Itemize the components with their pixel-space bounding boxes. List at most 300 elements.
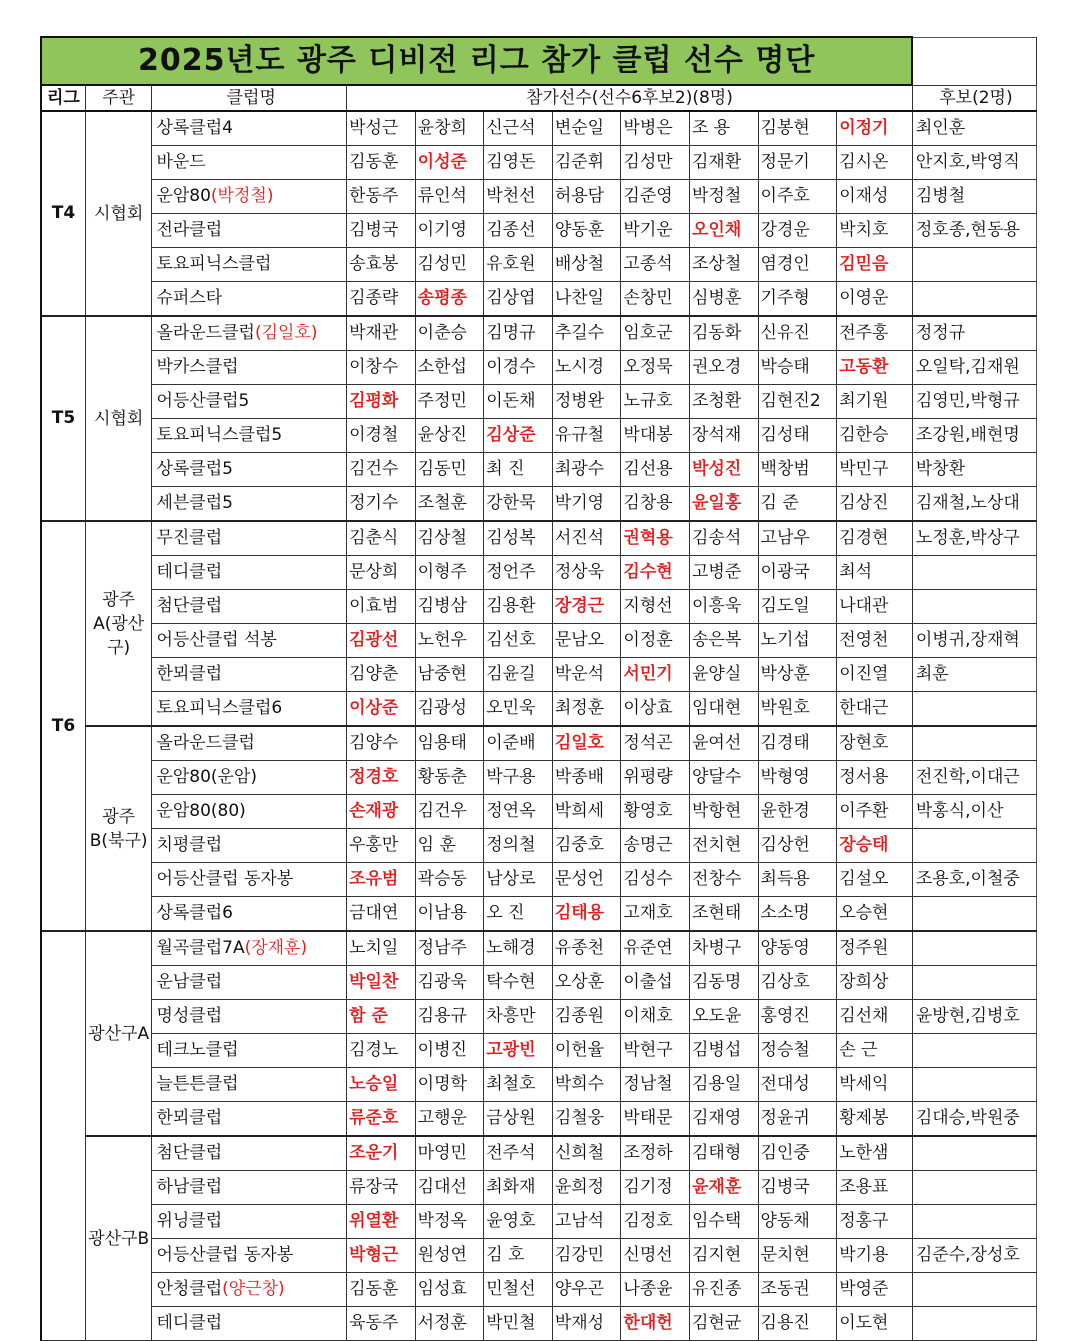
player-cell: 오상훈 (552, 966, 621, 1000)
player-cell: 김종략 (347, 282, 416, 317)
player-cell: 황영호 (621, 795, 690, 829)
player-cell: 박세익 (837, 1068, 913, 1102)
player-cell: 김춘식 (347, 521, 416, 556)
player-cell: 최 진 (484, 453, 553, 487)
player-cell: 조청환 (689, 385, 758, 419)
club-name-cell (152, 1034, 347, 1068)
player-cell: 김창용 (621, 487, 690, 522)
player-cell: 송은복 (689, 624, 758, 658)
player-cell: 노헌우 (415, 624, 484, 658)
player-cell: 김성태 (758, 419, 837, 453)
player-cell: 윤영호 (484, 1205, 553, 1239)
player-cell-highlighted: 김수현 (621, 556, 690, 590)
player-cell: 윤희정 (552, 1171, 621, 1205)
club-name: 어등산클럽 석봉 (156, 630, 277, 650)
player-cell: 조 용 (689, 111, 758, 146)
player-cell: 양동영 (758, 931, 837, 966)
player-cell: 이준배 (484, 726, 553, 761)
club-name-cell (152, 829, 347, 863)
club-name: 전라클럽 (156, 220, 223, 240)
club-name: 첨단클럽 (156, 1143, 223, 1163)
player-cell: 문남오 (552, 624, 621, 658)
player-cell-highlighted: 서민기 (621, 658, 690, 692)
player-cell-highlighted: 장경근 (552, 590, 621, 624)
player-cell: 박정옥 (415, 1205, 484, 1239)
club-row (41, 726, 1037, 761)
player-cell: 김재환 (689, 146, 758, 180)
player-cell: 김경노 (347, 1034, 416, 1068)
player-cell: 김영돈 (484, 146, 553, 180)
club-row (41, 556, 1037, 590)
host-cell: 광산구B (85, 1136, 152, 1341)
player-cell: 정상욱 (552, 556, 621, 590)
player-cell: 김병국 (347, 214, 416, 248)
player-cell: 김성만 (621, 146, 690, 180)
club-name: 테디클럽 (156, 1313, 223, 1333)
club-name-cell (152, 487, 347, 522)
club-name: 운암80(운암) (156, 767, 258, 787)
player-cell: 김상호 (758, 966, 837, 1000)
player-cell: 정의철 (484, 829, 553, 863)
player-cell-highlighted: 김광선 (347, 624, 416, 658)
subs-cell: 최인훈 (912, 111, 1036, 146)
player-cell: 곽승동 (415, 863, 484, 897)
club-name: 하남클럽 (156, 1177, 223, 1197)
player-cell: 박구용 (484, 761, 553, 795)
club-row (41, 1136, 1037, 1171)
player-cell: 박대봉 (621, 419, 690, 453)
player-cell: 류인석 (415, 180, 484, 214)
player-cell: 유호원 (484, 248, 553, 282)
player-cell-highlighted: 고동환 (837, 351, 913, 385)
player-cell: 정언주 (484, 556, 553, 590)
club-name-cell (152, 419, 347, 453)
subs-cell (912, 1068, 1036, 1102)
club-name-cell (152, 966, 347, 1000)
subs-cell (912, 897, 1036, 932)
club-row (41, 1102, 1037, 1137)
player-cell: 양동훈 (552, 214, 621, 248)
player-cell: 김동화 (689, 316, 758, 351)
roster-sheet (40, 36, 1037, 1341)
club-name-cell (152, 863, 347, 897)
player-cell: 차병구 (689, 931, 758, 966)
player-cell: 김건수 (347, 453, 416, 487)
player-cell: 김인중 (758, 1136, 837, 1171)
player-cell: 김한승 (837, 419, 913, 453)
player-cell: 박종배 (552, 761, 621, 795)
player-cell: 윤창희 (415, 111, 484, 146)
player-cell: 이형주 (415, 556, 484, 590)
club-row (41, 248, 1037, 282)
player-cell: 이채호 (621, 1000, 690, 1034)
player-cell: 박민구 (837, 453, 913, 487)
player-cell: 김상헌 (758, 829, 837, 863)
host-cell: 광산구A (85, 931, 152, 1136)
player-cell: 박성근 (347, 111, 416, 146)
player-cell: 손 근 (837, 1034, 913, 1068)
player-cell: 김대선 (415, 1171, 484, 1205)
player-cell: 김용규 (415, 1000, 484, 1034)
player-cell: 임성효 (415, 1273, 484, 1307)
player-cell: 김준영 (621, 180, 690, 214)
club-name-cell (152, 1102, 347, 1137)
player-cell: 박재관 (347, 316, 416, 351)
player-cell: 정주원 (837, 931, 913, 966)
player-cell: 우홍만 (347, 829, 416, 863)
subs-cell: 박창환 (912, 453, 1036, 487)
player-cell: 원성연 (415, 1239, 484, 1273)
player-cell: 박항현 (689, 795, 758, 829)
player-cell: 김강민 (552, 1239, 621, 1273)
club-note: (박정철) (210, 186, 274, 206)
player-cell: 박영준 (837, 1273, 913, 1307)
club-name: 바운드 (156, 152, 206, 172)
player-cell-highlighted: 송평종 (415, 282, 484, 317)
player-cell: 김선호 (484, 624, 553, 658)
player-cell: 김상진 (837, 487, 913, 522)
header-players: 참가선수(선수6후보2)(8명) (347, 85, 913, 111)
subs-cell: 김병철 (912, 180, 1036, 214)
player-cell: 박천선 (484, 180, 553, 214)
player-cell: 김성수 (621, 863, 690, 897)
subs-cell (912, 829, 1036, 863)
subs-cell: 김재철,노상대 (912, 487, 1036, 522)
club-name: 운암80 (156, 186, 211, 206)
player-cell: 정남주 (415, 931, 484, 966)
player-cell: 문치현 (758, 1239, 837, 1273)
player-cell: 전대성 (758, 1068, 837, 1102)
player-cell: 박운석 (552, 658, 621, 692)
club-name-cell (152, 521, 347, 556)
club-name: 어등산클럽 동자봉 (156, 869, 294, 889)
club-row (41, 1239, 1037, 1273)
subs-cell (912, 282, 1036, 317)
club-name: 토요피닉스클럽 (156, 254, 272, 274)
player-cell: 박기용 (837, 1239, 913, 1273)
club-row (41, 863, 1037, 897)
player-cell: 정기수 (347, 487, 416, 522)
player-cell-highlighted: 류준호 (347, 1102, 416, 1137)
subs-cell (912, 931, 1036, 966)
player-cell-highlighted: 이정기 (837, 111, 913, 146)
club-row (41, 521, 1037, 556)
player-cell: 오도윤 (689, 1000, 758, 1034)
player-cell: 조용표 (837, 1171, 913, 1205)
player-cell: 기주형 (758, 282, 837, 317)
player-cell: 백창범 (758, 453, 837, 487)
player-cell: 서정훈 (415, 1307, 484, 1341)
page-title: 2025년도 광주 디비전 리그 참가 클럽 선수 명단 (41, 37, 912, 85)
player-cell: 김경현 (837, 521, 913, 556)
player-cell: 류장국 (347, 1171, 416, 1205)
player-cell: 박민철 (484, 1307, 553, 1341)
club-name: 토요피닉스클럽6 (156, 698, 283, 718)
player-cell: 김상엽 (484, 282, 553, 317)
player-cell: 정승철 (758, 1034, 837, 1068)
player-cell: 고재호 (621, 897, 690, 932)
player-cell: 남중현 (415, 658, 484, 692)
player-cell: 이정훈 (621, 624, 690, 658)
player-cell-highlighted: 함 준 (347, 1000, 416, 1034)
player-cell: 김성민 (415, 248, 484, 282)
subs-cell (912, 1273, 1036, 1307)
club-row (41, 1171, 1037, 1205)
player-cell: 고남우 (758, 521, 837, 556)
club-row (41, 111, 1037, 146)
player-cell: 조정하 (621, 1136, 690, 1171)
player-cell: 김동훈 (347, 1273, 416, 1307)
player-cell: 양달수 (689, 761, 758, 795)
club-row (41, 624, 1037, 658)
player-cell: 최철호 (484, 1068, 553, 1102)
subs-cell (912, 1034, 1036, 1068)
player-cell: 이남용 (415, 897, 484, 932)
player-cell: 황제봉 (837, 1102, 913, 1137)
club-row (41, 453, 1037, 487)
player-cell: 노치일 (347, 931, 416, 966)
player-cell: 신희철 (552, 1136, 621, 1171)
player-cell: 김용일 (689, 1068, 758, 1102)
subs-cell (912, 726, 1036, 761)
subs-cell: 김영민,박형규 (912, 385, 1036, 419)
player-cell: 금상원 (484, 1102, 553, 1137)
player-cell-highlighted: 김평화 (347, 385, 416, 419)
club-name: 테크노클럽 (156, 1040, 239, 1060)
player-cell: 이효범 (347, 590, 416, 624)
player-cell: 고종석 (621, 248, 690, 282)
club-name: 상록클럽4 (156, 118, 233, 138)
player-cell: 정윤귀 (758, 1102, 837, 1137)
subs-cell (912, 556, 1036, 590)
player-cell: 강경운 (758, 214, 837, 248)
player-cell-highlighted: 김상준 (484, 419, 553, 453)
player-cell: 윤상진 (415, 419, 484, 453)
league-cell: T5 (41, 316, 85, 521)
club-name: 한뫼클럽 (156, 664, 223, 684)
subs-cell (912, 966, 1036, 1000)
player-cell: 김윤길 (484, 658, 553, 692)
player-cell: 이명학 (415, 1068, 484, 1102)
player-cell-highlighted: 손재광 (347, 795, 416, 829)
player-cell: 김준휘 (552, 146, 621, 180)
club-name: 운남클럽 (156, 972, 223, 992)
player-cell: 소한섭 (415, 351, 484, 385)
player-cell: 이광국 (758, 556, 837, 590)
player-cell: 김철웅 (552, 1102, 621, 1137)
player-cell-highlighted: 노승일 (347, 1068, 416, 1102)
club-row (41, 897, 1037, 932)
player-cell-highlighted: 장승태 (837, 829, 913, 863)
player-cell: 이출섭 (621, 966, 690, 1000)
player-cell: 박재성 (552, 1307, 621, 1341)
player-cell-highlighted: 한대헌 (621, 1307, 690, 1341)
club-note: (양근창) (222, 1279, 285, 1299)
club-name: 운암80(80) (156, 801, 246, 821)
player-cell: 오정묵 (621, 351, 690, 385)
player-cell: 정병완 (552, 385, 621, 419)
player-cell: 김정호 (621, 1205, 690, 1239)
player-cell: 김현균 (689, 1307, 758, 1341)
club-row (41, 146, 1037, 180)
player-cell: 나종윤 (621, 1273, 690, 1307)
player-cell: 이재성 (837, 180, 913, 214)
player-cell: 고행운 (415, 1102, 484, 1137)
club-name-cell (152, 282, 347, 317)
player-cell: 김시온 (837, 146, 913, 180)
player-cell: 김양수 (347, 726, 416, 761)
player-cell: 위평량 (621, 761, 690, 795)
club-name-cell (152, 316, 347, 351)
club-name-cell (152, 1273, 347, 1307)
player-cell: 김중호 (552, 829, 621, 863)
player-cell: 정홍구 (837, 1205, 913, 1239)
player-cell: 김지현 (689, 1239, 758, 1273)
club-note: (김일호) (254, 323, 318, 343)
league-cell: T4 (41, 111, 85, 316)
player-cell: 임대현 (689, 692, 758, 727)
player-cell: 김광성 (415, 692, 484, 727)
player-cell: 김양춘 (347, 658, 416, 692)
player-cell-highlighted: 박일찬 (347, 966, 416, 1000)
player-cell: 양우곤 (552, 1273, 621, 1307)
player-cell: 김병국 (758, 1171, 837, 1205)
player-cell: 마영민 (415, 1136, 484, 1171)
club-name-cell (152, 795, 347, 829)
club-name-cell (152, 248, 347, 282)
player-cell: 박치호 (837, 214, 913, 248)
player-cell: 추길수 (552, 316, 621, 351)
club-row (41, 1273, 1037, 1307)
player-cell: 최정훈 (552, 692, 621, 727)
club-row (41, 829, 1037, 863)
club-name: 어등산클럽5 (156, 391, 250, 411)
player-cell-highlighted: 윤재훈 (689, 1171, 758, 1205)
club-row (41, 316, 1037, 351)
player-cell: 유준연 (621, 931, 690, 966)
player-cell: 김 호 (484, 1239, 553, 1273)
player-cell-highlighted: 윤일홍 (689, 487, 758, 522)
player-cell: 이경철 (347, 419, 416, 453)
player-cell: 박병은 (621, 111, 690, 146)
player-cell-highlighted: 위열환 (347, 1205, 416, 1239)
player-cell: 임수택 (689, 1205, 758, 1239)
player-cell: 이주환 (837, 795, 913, 829)
club-name: 테디클럽 (156, 562, 223, 582)
title-blank-cell (912, 37, 1036, 85)
player-cell: 고병준 (689, 556, 758, 590)
player-cell: 심병훈 (689, 282, 758, 317)
header-league: 리그 (41, 85, 85, 111)
player-cell: 조현태 (689, 897, 758, 932)
subs-cell: 윤방현,김병호 (912, 1000, 1036, 1034)
club-name-cell (152, 1068, 347, 1102)
player-cell: 권오경 (689, 351, 758, 385)
club-name-cell (152, 1239, 347, 1273)
player-cell: 신명선 (621, 1239, 690, 1273)
subs-cell (912, 1171, 1036, 1205)
player-cell: 최광수 (552, 453, 621, 487)
player-cell: 나대관 (837, 590, 913, 624)
host-cell: 광주A(광산구) (85, 521, 152, 726)
player-cell: 김재영 (689, 1102, 758, 1137)
subs-cell: 김준수,장성호 (912, 1239, 1036, 1273)
club-name: 안청클럽 (156, 1279, 223, 1299)
player-cell: 윤양실 (689, 658, 758, 692)
subs-cell: 조강원,배현명 (912, 419, 1036, 453)
club-name-cell (152, 761, 347, 795)
subs-cell: 최훈 (912, 658, 1036, 692)
player-cell: 임 훈 (415, 829, 484, 863)
club-row (41, 795, 1037, 829)
player-cell: 박승태 (758, 351, 837, 385)
club-name: 세븐클럽5 (156, 493, 233, 513)
player-cell: 한동주 (347, 180, 416, 214)
player-cell: 황동춘 (415, 761, 484, 795)
player-cell: 소소명 (758, 897, 837, 932)
club-name-cell (152, 658, 347, 692)
club-name-cell (152, 897, 347, 932)
player-cell: 김동명 (689, 966, 758, 1000)
club-name: 명성클럽 (156, 1006, 223, 1026)
club-name-cell (152, 624, 347, 658)
club-name-cell (152, 1205, 347, 1239)
subs-cell: 노정훈,박상구 (912, 521, 1036, 556)
club-name: 상록클럽6 (156, 903, 233, 923)
player-cell-highlighted: 조유범 (347, 863, 416, 897)
club-row (41, 590, 1037, 624)
subs-cell (912, 1307, 1036, 1341)
club-name: 슈퍼스타 (156, 288, 223, 308)
club-name: 토요피닉스클럽5 (156, 425, 283, 445)
club-name-cell (152, 726, 347, 761)
player-cell: 김명규 (484, 316, 553, 351)
player-cell: 허용담 (552, 180, 621, 214)
club-row (41, 214, 1037, 248)
player-cell: 강한묵 (484, 487, 553, 522)
player-cell: 임용태 (415, 726, 484, 761)
club-row (41, 180, 1037, 214)
player-cell: 한대근 (837, 692, 913, 727)
player-cell: 김병삼 (415, 590, 484, 624)
player-cell: 임호군 (621, 316, 690, 351)
club-name-cell (152, 351, 347, 385)
player-cell: 차흥만 (484, 1000, 553, 1034)
subs-cell: 전진학,이대근 (912, 761, 1036, 795)
subs-cell: 박홍식,이산 (912, 795, 1036, 829)
player-cell: 박태문 (621, 1102, 690, 1137)
player-cell: 이헌율 (552, 1034, 621, 1068)
player-cell: 이주호 (758, 180, 837, 214)
player-cell: 이경수 (484, 351, 553, 385)
player-cell: 김종원 (552, 1000, 621, 1034)
club-name: 무진클럽 (156, 528, 223, 548)
subs-cell (912, 1205, 1036, 1239)
roster-table (40, 36, 1037, 1341)
club-name-cell (152, 180, 347, 214)
player-cell: 신근석 (484, 111, 553, 146)
club-row (41, 761, 1037, 795)
club-name-cell (152, 1000, 347, 1034)
player-cell: 정서용 (837, 761, 913, 795)
player-cell: 최화재 (484, 1171, 553, 1205)
player-cell: 최기원 (837, 385, 913, 419)
player-cell: 송명근 (621, 829, 690, 863)
club-row (41, 1205, 1037, 1239)
subs-cell: 조용호,이철중 (912, 863, 1036, 897)
club-name-cell (152, 385, 347, 419)
player-cell: 최석 (837, 556, 913, 590)
